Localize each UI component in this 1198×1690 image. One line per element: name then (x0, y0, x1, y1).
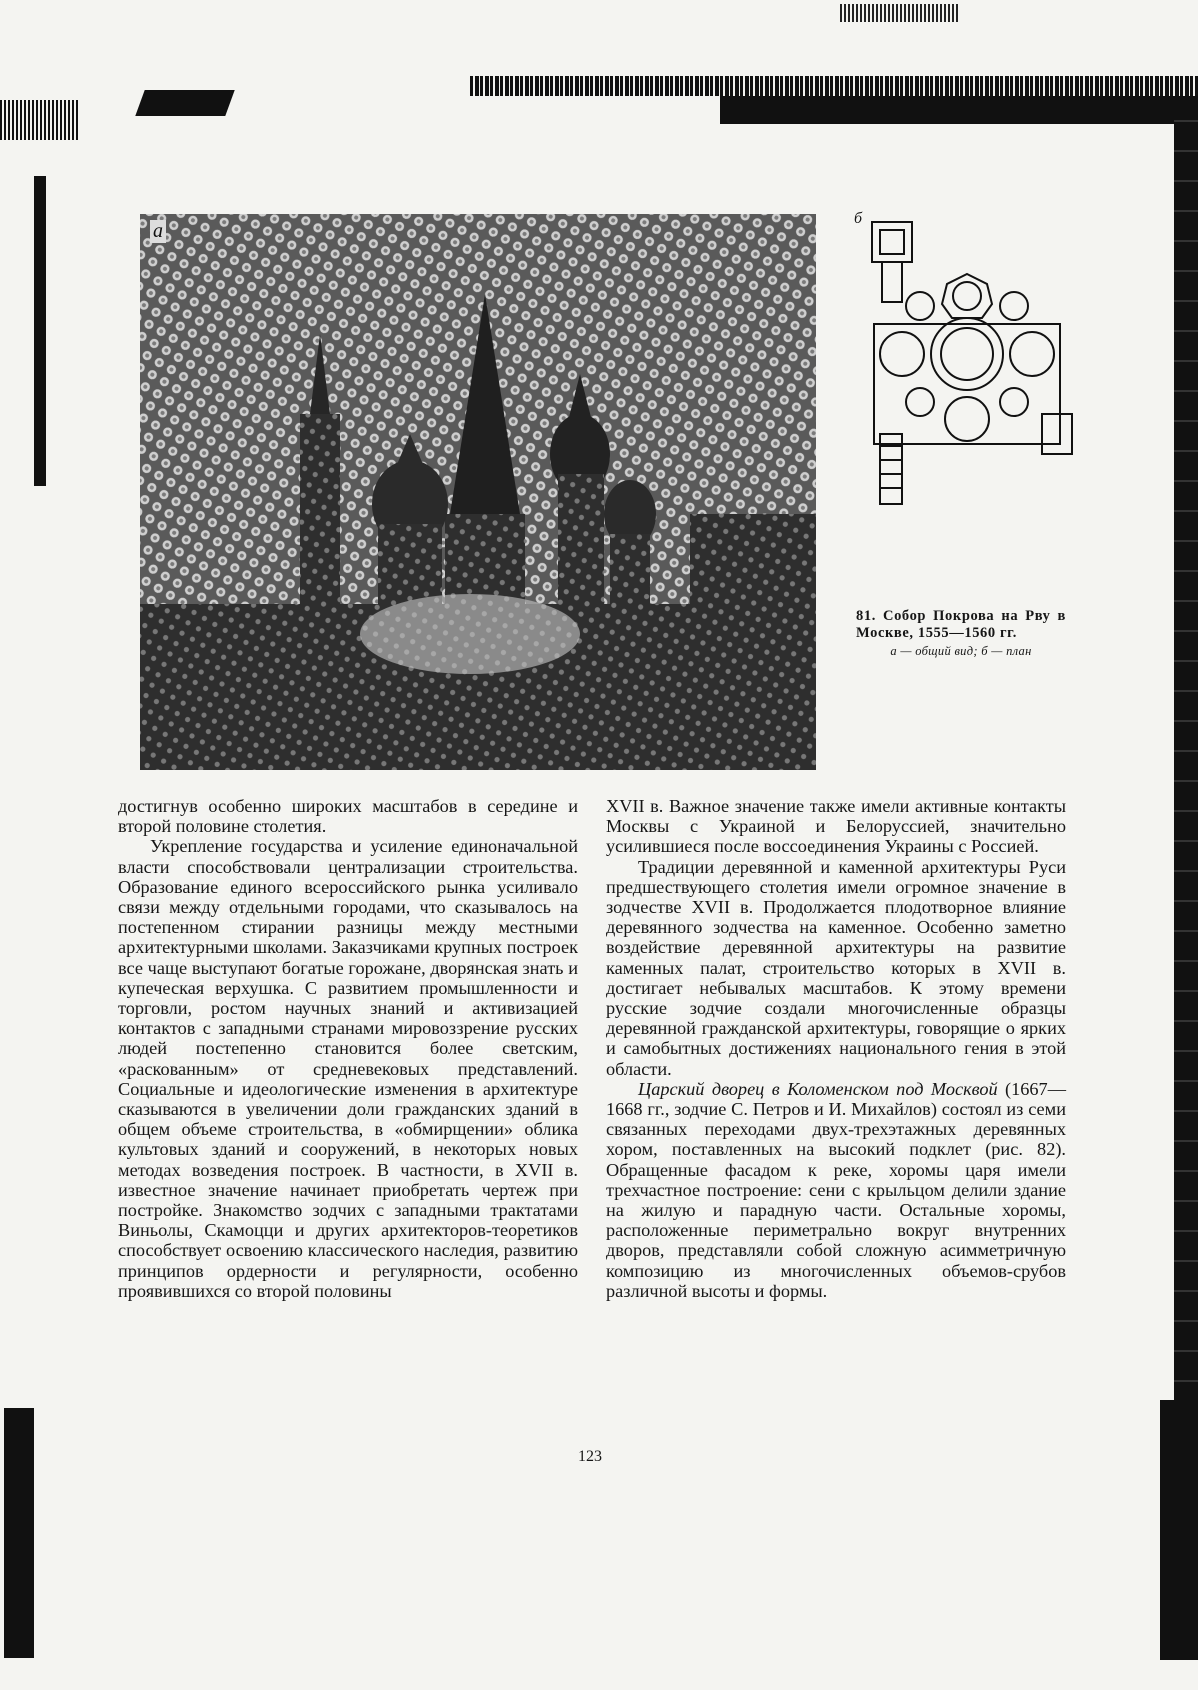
caption-subtitle: а — общий вид; б — план (890, 644, 1032, 658)
paragraph: XVII в. Важное значение также имели активные контакты Москвы с Украиной и Белоруссией, значительно усилившиеся после воссоединения Украины с Россией. (606, 796, 1066, 857)
italic-title: Царский дворец в Коломенском под Москвой (638, 1078, 998, 1099)
plan-label: б (854, 210, 863, 227)
cathedral-plan (852, 214, 1082, 514)
scan-artifact (4, 1408, 34, 1658)
paragraph-text: (1667—1668 гг., зодчие С. Петров и И. Михайлов) состоял из семи связанных переходами двух-трехэтажных деревянных хором, поставленных на высокий подклет (рис. 82). Обращенные фасадом к реке, хоромы царя имели трехчастное построение: сени с крыльцом делили здание на жилую и парадную части. Остальные хоромы, расположенные периметрально вокруг внутренних дворов, представляли собой сложную асимметричную композицию из многочисленных объемов-срубов различной высоты и формы. (606, 1078, 1066, 1301)
photo-label: а (150, 220, 166, 243)
paragraph: достигнув особенно широких масштабов в середине и второй половине столетия. (118, 796, 578, 837)
caption-title: 81. Собор Покрова на Рву в Москве, 1555—1560 гг. (856, 608, 1066, 641)
cathedral-photo (140, 214, 816, 770)
scan-artifact (470, 76, 1198, 96)
scan-artifact (840, 4, 960, 22)
paragraph (606, 1079, 1066, 1301)
figure-caption (856, 608, 1066, 659)
scan-artifact (1160, 1400, 1198, 1660)
paragraph: Традиции деревянной и каменной архитектуры Руси предшествующего столетия имели огромное значение в зодчестве XVII в. Продолжается плодотворное влияние деревянного зодчества на каменное. Особенно заметно воздействие деревянной архитектуры на развитие каменных палат, строительство которых в XVII в. достигает небывалых масштабов. К этому времени русские зодчие создали многочисленные образцы деревянной гражданской архитектуры, говорящие о ярких и самобытных достижениях национального гения в этой области. (606, 856, 1066, 1079)
text-column-left (118, 796, 578, 1301)
scan-artifact (34, 176, 46, 486)
scan-artifact (135, 90, 234, 116)
scan-artifact (720, 96, 1198, 124)
page-number: 123 (578, 1448, 602, 1465)
scan-artifact (0, 100, 80, 140)
paragraph: Укрепление государства и усиление единоначальной власти способствовали централизации строительства. Образование единого всероссийского рынка усиливало связи между отдельными городами, что сказывалось на постепенном стирании разницы между местными архитектурными школами. Заказчиками крупных построек все чаще выступают богатые горожане, дворянская знать и купеческая верхушка. С развитием промышленности и торговли, ростом научных знаний и активизацией контактов с западными странами мировоззрение русских людей постепенно становится более светским, «раскованным» от средневековых представлений. Социальные и идеологические изменения в архитектуре сказываются в увеличении доли гражданских зданий в общем объеме строительства, в «обмирщении» облика культовых зданий и сооружений, в некоторых новых методах возведения построек. В частности, в XVII в. известное значение начинает приобретать чертеж при постройке. Знакомство зодчих с западными трактатами Виньолы, Скамоцци и других архитекторов-теоретиков способствует освоению классического наследия, развитию принципов ордерности и регулярности, особенно проявившихся со второй половины (118, 836, 578, 1301)
text-column-right (606, 796, 1066, 1301)
